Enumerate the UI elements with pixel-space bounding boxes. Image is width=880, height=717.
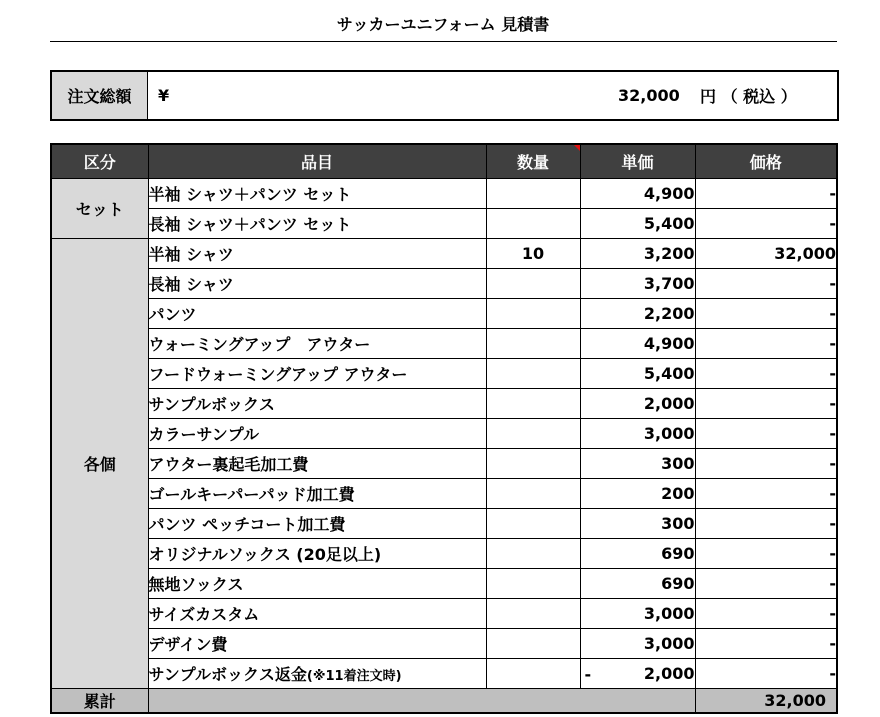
unit-price-cell[interactable]: 5,400 <box>580 209 695 239</box>
refund-price-value: 2,000 <box>643 664 695 683</box>
amount-cell[interactable]: - <box>695 599 837 629</box>
item-name[interactable]: フードウォーミングアップ アウター <box>148 359 486 389</box>
item-name[interactable]: パンツ ペッチコート加工費 <box>148 509 486 539</box>
document-title: サッカーユニフォーム 見積書 <box>336 15 550 34</box>
amount-cell[interactable]: - <box>695 449 837 479</box>
table-row <box>51 359 837 389</box>
amount-cell[interactable]: - <box>695 569 837 599</box>
unit-price-cell[interactable]: 4,900 <box>580 329 695 359</box>
table-row <box>51 179 837 209</box>
order-total-unit: 円 （ 税込 ） <box>700 87 797 106</box>
amount-cell[interactable]: - <box>695 329 837 359</box>
table-row <box>51 479 837 509</box>
table-row <box>51 569 837 599</box>
total-amount[interactable]: 32,000 <box>695 689 837 714</box>
unit-price-cell[interactable]: 3,700 <box>580 269 695 299</box>
amount-cell[interactable]: - <box>695 299 837 329</box>
item-name[interactable]: デザイン費 <box>148 629 486 659</box>
item-name[interactable]: 無地ソックス <box>148 569 486 599</box>
item-name[interactable]: オリジナルソックス (20足以上) <box>148 539 486 569</box>
refund-item-label: サンプルボックス返金 <box>148 665 307 684</box>
quantity-cell[interactable] <box>486 599 580 629</box>
item-name[interactable]: ウォーミングアップ アウター <box>148 329 486 359</box>
quantity-cell[interactable] <box>486 179 580 209</box>
unit-price-cell[interactable]: 3,000 <box>580 599 695 629</box>
category-set: セット <box>51 179 148 239</box>
quantity-cell[interactable] <box>486 209 580 239</box>
amount-cell[interactable]: - <box>695 389 837 419</box>
total-row <box>51 689 837 714</box>
amount-cell[interactable]: - <box>695 359 837 389</box>
quantity-cell[interactable] <box>486 539 580 569</box>
item-name[interactable]: カラーサンプル <box>148 419 486 449</box>
item-name[interactable]: 半袖 シャツ <box>148 239 486 269</box>
table-row <box>51 419 837 449</box>
order-total-label: 注文総額 <box>52 72 148 119</box>
table-row <box>51 599 837 629</box>
table-row <box>51 209 837 239</box>
unit-price-cell[interactable]: 690 <box>580 539 695 569</box>
table-row <box>51 239 837 269</box>
comment-indicator-icon <box>574 145 580 151</box>
category-individual: 各個 <box>51 239 148 689</box>
amount-cell[interactable]: - <box>695 539 837 569</box>
table-row <box>51 299 837 329</box>
quantity-cell[interactable] <box>486 569 580 599</box>
table-row <box>51 509 837 539</box>
unit-price-cell[interactable]: 2,000 <box>580 389 695 419</box>
item-name[interactable]: 半袖 シャツ＋パンツ セット <box>148 179 486 209</box>
item-name[interactable]: サンプルボックス <box>148 389 486 419</box>
amount-cell[interactable]: 32,000 <box>695 239 837 269</box>
unit-price-cell[interactable]: 300 <box>580 449 695 479</box>
header-item: 品目 <box>148 144 486 179</box>
total-spacer <box>148 689 695 714</box>
title-underline <box>50 41 837 42</box>
order-total-amount: 32,000 <box>618 86 680 105</box>
item-name[interactable]: アウター裏起毛加工費 <box>148 449 486 479</box>
unit-price-cell[interactable]: 5,400 <box>580 359 695 389</box>
table-row <box>51 329 837 359</box>
quantity-cell[interactable] <box>486 299 580 329</box>
amount-cell[interactable]: - <box>695 209 837 239</box>
unit-price-cell[interactable]: 300 <box>580 509 695 539</box>
table-row <box>51 389 837 419</box>
quantity-cell[interactable] <box>486 479 580 509</box>
quantity-cell[interactable] <box>486 329 580 359</box>
refund-item-note: (※11着注文時) <box>306 669 402 684</box>
order-total-box <box>50 70 839 121</box>
header-price: 価格 <box>695 144 837 179</box>
quantity-cell[interactable] <box>486 359 580 389</box>
item-name[interactable]: 長袖 シャツ＋パンツ セット <box>148 209 486 239</box>
table-row <box>51 629 837 659</box>
amount-cell[interactable]: - <box>695 179 837 209</box>
quantity-cell[interactable] <box>486 629 580 659</box>
header-category: 区分 <box>51 144 148 179</box>
quantity-cell[interactable] <box>486 509 580 539</box>
quantity-cell[interactable] <box>486 449 580 479</box>
amount-cell[interactable]: - <box>695 419 837 449</box>
unit-price-cell[interactable]: 3,200 <box>580 239 695 269</box>
header-row <box>51 144 837 179</box>
header-quantity-label: 数量 <box>516 153 549 172</box>
amount-cell[interactable]: - <box>695 629 837 659</box>
unit-price-cell[interactable]: 2,200 <box>580 299 695 329</box>
negative-sign: - <box>584 665 592 684</box>
item-name[interactable]: サイズカスタム <box>148 599 486 629</box>
unit-price-cell[interactable] <box>580 659 695 689</box>
header-unit-price: 単価 <box>580 144 695 179</box>
quote-table <box>50 143 838 714</box>
amount-cell[interactable]: - <box>695 479 837 509</box>
total-label: 累計 <box>51 689 148 714</box>
unit-price-cell[interactable]: 3,000 <box>580 629 695 659</box>
table-row <box>51 269 837 299</box>
currency-symbol: ¥ <box>158 86 170 105</box>
quantity-cell[interactable]: 10 <box>486 239 580 269</box>
table-row <box>51 449 837 479</box>
header-quantity <box>486 144 580 179</box>
item-name[interactable]: 長袖 シャツ <box>148 269 486 299</box>
quantity-cell[interactable] <box>486 269 580 299</box>
quantity-cell[interactable] <box>486 419 580 449</box>
unit-price-cell[interactable]: 4,900 <box>580 179 695 209</box>
amount-cell[interactable]: - <box>695 509 837 539</box>
amount-cell[interactable]: - <box>695 269 837 299</box>
amount-cell[interactable]: - <box>695 659 837 689</box>
table-row <box>51 539 837 569</box>
quantity-cell[interactable] <box>486 659 580 689</box>
unit-price-cell[interactable]: 690 <box>580 569 695 599</box>
quantity-cell[interactable] <box>486 389 580 419</box>
unit-price-cell[interactable]: 3,000 <box>580 419 695 449</box>
item-name[interactable]: パンツ <box>148 299 486 329</box>
table-row-refund <box>51 659 837 689</box>
item-name-refund[interactable] <box>148 659 486 689</box>
unit-price-cell[interactable]: 200 <box>580 479 695 509</box>
item-name[interactable]: ゴールキーパーパッド加工費 <box>148 479 486 509</box>
